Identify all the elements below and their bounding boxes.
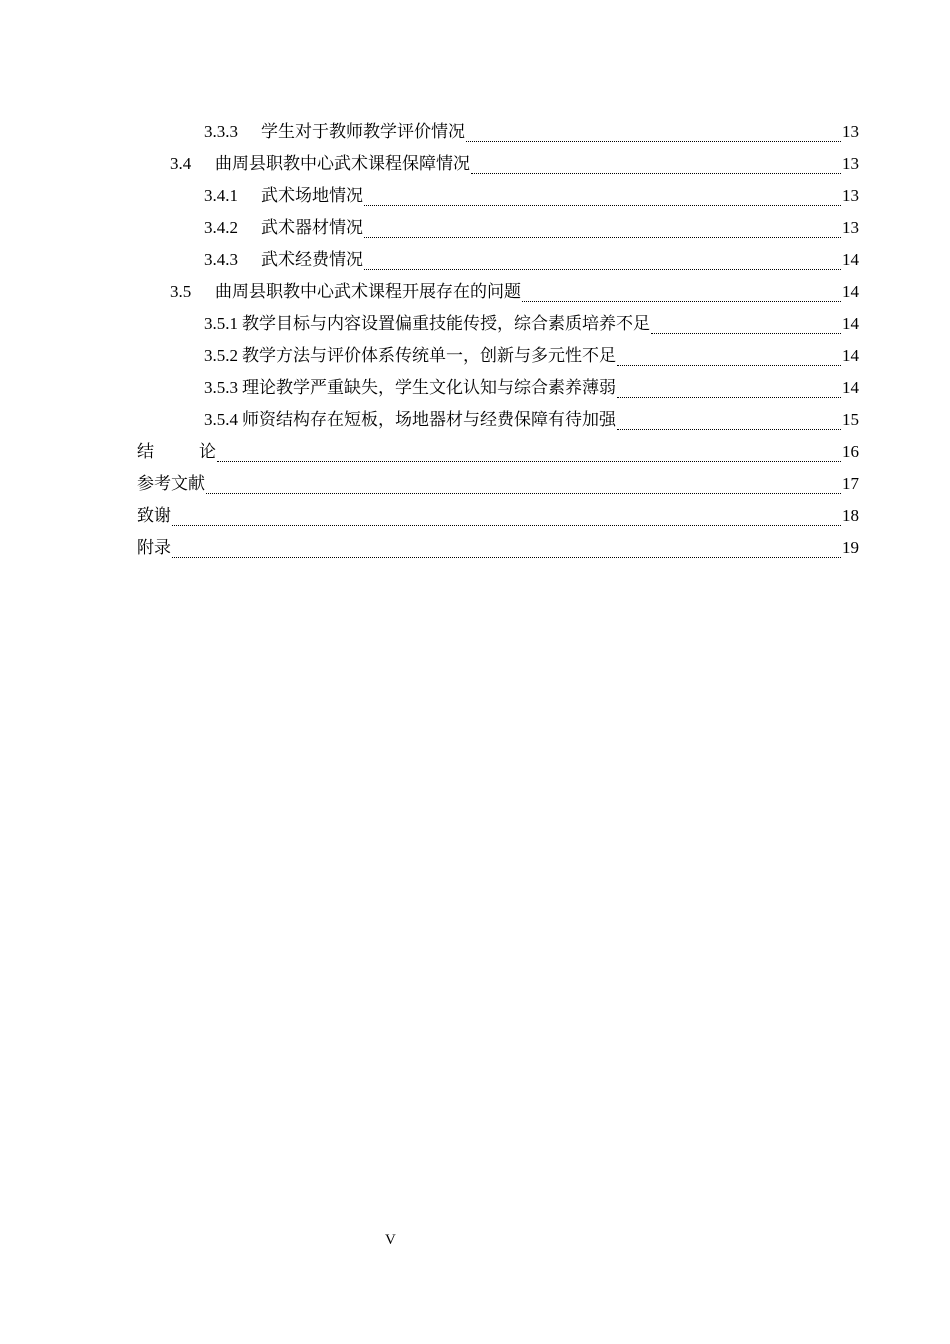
toc-entry-title: 参考文献 [137, 474, 205, 494]
dot-leader [617, 396, 841, 398]
toc-entry-title: 曲周县职教中心武术课程保障情况 [215, 154, 470, 174]
toc-entry-references[interactable] [137, 468, 859, 500]
toc-entry-number: 3.5.1 [204, 314, 238, 333]
toc-entry-title: 致谢 [137, 506, 171, 526]
dot-leader [466, 140, 841, 142]
toc-entry-title: 附录 [137, 538, 171, 558]
toc-entry-page: 14 [842, 378, 859, 397]
toc-entry-conclusion[interactable] [137, 436, 859, 468]
toc-entry-page: 14 [842, 250, 859, 269]
dot-leader [617, 364, 841, 366]
toc-entry-3-3-3[interactable] [204, 116, 859, 148]
toc-entry-number: 3.4.3 [204, 250, 238, 269]
toc-entry-page: 14 [842, 314, 859, 333]
toc-entry-acknowledgements[interactable] [137, 500, 859, 532]
toc-entry-title: 师资结构存在短板，场地器材与经费保障有待加强 [242, 410, 616, 430]
toc-title-part: 结 [137, 442, 154, 462]
toc-entry-title: 理论教学严重缺失，学生文化认知与综合素养薄弱 [242, 378, 616, 398]
toc-entry-3-5[interactable] [170, 276, 859, 308]
toc-entry-page: 16 [842, 442, 859, 461]
toc-entry-page: 14 [842, 346, 859, 365]
dot-leader [206, 492, 841, 494]
toc-entry-number: 3.3.3 [204, 122, 238, 141]
dot-leader [364, 204, 841, 206]
toc-entry-title: 武术器材情况 [261, 218, 363, 238]
toc-entry-page: 13 [842, 154, 859, 173]
toc-entry-page: 14 [842, 282, 859, 301]
toc-entry-3-5-1[interactable] [204, 308, 859, 340]
toc-entry-page: 15 [842, 410, 859, 429]
toc-entry-number: 3.4 [170, 154, 192, 173]
toc-entry-title: 曲周县职教中心武术课程开展存在的问题 [215, 282, 521, 302]
toc-entry-page: 13 [842, 218, 859, 237]
toc-entry-3-4-1[interactable] [204, 180, 859, 212]
toc-entry-appendix[interactable] [137, 532, 859, 564]
dot-leader [651, 332, 841, 334]
toc-entry-page: 13 [842, 122, 859, 141]
dot-leader [172, 556, 841, 558]
toc-entry-title: 武术场地情况 [261, 186, 363, 206]
toc-entry-3-5-4[interactable] [204, 404, 859, 436]
toc-entry-page: 18 [842, 506, 859, 525]
toc-entry-title: 教学方法与评价体系传统单一，创新与多元性不足 [242, 346, 616, 366]
toc-entry-title: 武术经费情况 [261, 250, 363, 270]
toc-entry-number: 3.5.4 [204, 410, 238, 429]
toc-entry-3-5-3[interactable] [204, 372, 859, 404]
toc-entry-number: 3.4.1 [204, 186, 238, 205]
toc-entry-number: 3.4.2 [204, 218, 238, 237]
toc-entry-3-5-2[interactable] [204, 340, 859, 372]
toc-entry-number: 3.5 [170, 282, 192, 301]
toc-entry-page: 19 [842, 538, 859, 557]
dot-leader [364, 236, 841, 238]
dot-leader [617, 428, 841, 430]
toc-entry-title: 学生对于教师教学评价情况 [261, 122, 465, 142]
dot-leader [364, 268, 841, 270]
page-number-footer: V [385, 1232, 396, 1248]
dot-leader [522, 300, 841, 302]
toc-title-part: 论 [199, 442, 216, 462]
toc-entry-3-4[interactable] [170, 148, 859, 180]
toc-entry-3-4-3[interactable] [204, 244, 859, 276]
dot-leader [471, 172, 841, 174]
toc-entry-3-4-2[interactable] [204, 212, 859, 244]
toc-entry-page: 13 [842, 186, 859, 205]
toc-entry-number: 3.5.2 [204, 346, 238, 365]
toc-entry-number: 3.5.3 [204, 378, 238, 397]
toc-entry-title [137, 441, 216, 463]
dot-leader [172, 524, 841, 526]
toc-entry-page: 17 [842, 474, 859, 493]
toc-entry-title: 教学目标与内容设置偏重技能传授，综合素质培养不足 [242, 314, 650, 334]
dot-leader [217, 460, 841, 462]
